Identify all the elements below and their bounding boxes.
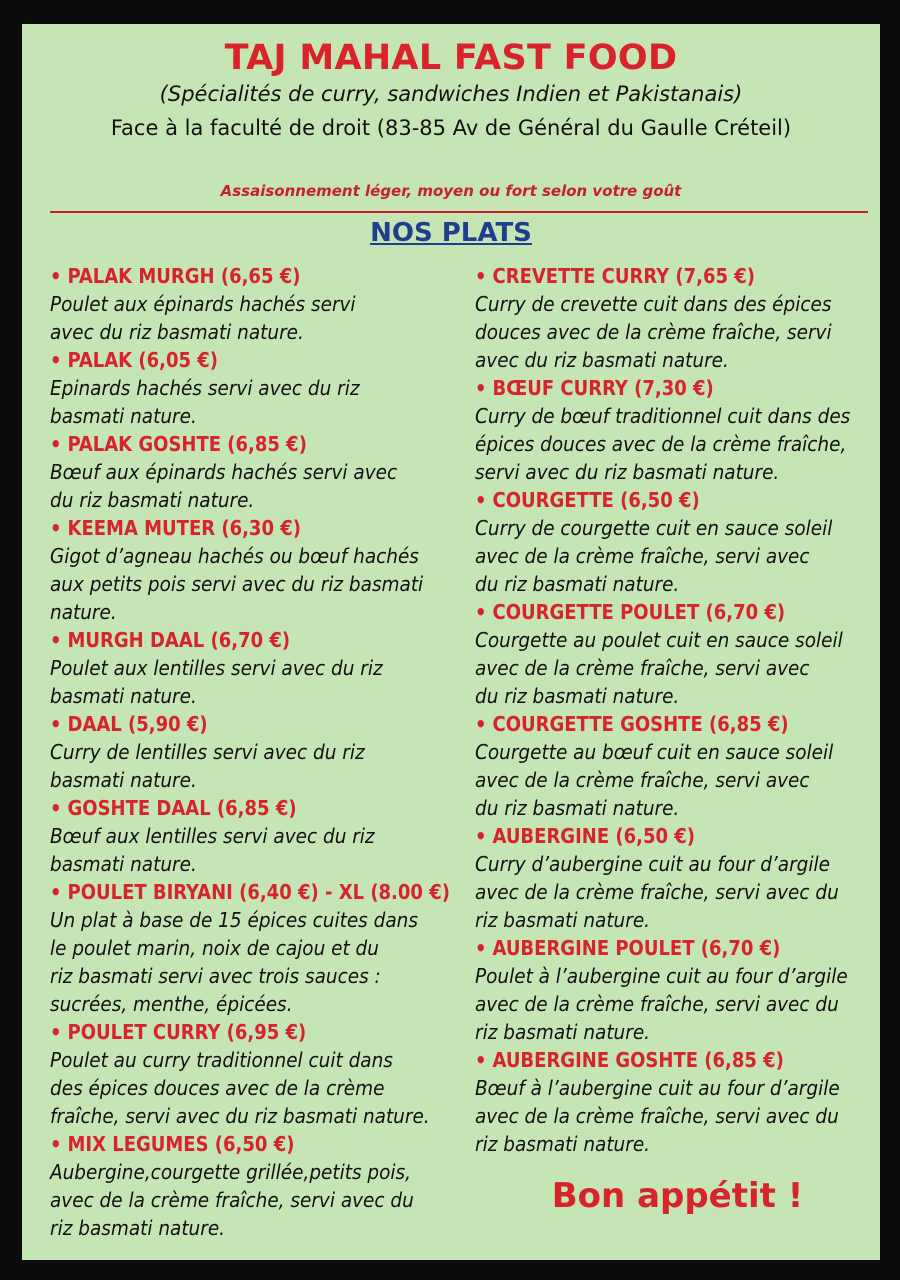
menu-item-title: AUBERGINE POULET (6,70 €) (492, 936, 781, 960)
menu-item (50, 430, 455, 514)
menu-column-right (475, 262, 880, 1158)
menu-item-description (50, 542, 455, 626)
menu-item-name (475, 710, 880, 738)
menu-item-title: PALAK (6,05 €) (67, 348, 219, 372)
description-line: riz basmati nature. (475, 1132, 651, 1156)
description-line: nature. (50, 600, 117, 624)
menu-item-name (475, 1046, 880, 1074)
description-line: Bœuf à l’aubergine cuit au four d’argile (475, 1076, 840, 1100)
header-divider (50, 211, 868, 213)
menu-item-title: PALAK GOSHTE (6,85 €) (67, 432, 307, 456)
menu-item-name (475, 598, 880, 626)
description-line: Curry de lentilles servi avec du riz (50, 740, 365, 764)
description-line: Poulet aux lentilles servi avec du riz (50, 656, 383, 680)
bullet-icon: • (475, 824, 487, 848)
menu-item-name (475, 822, 880, 850)
description-line: Gigot d’agneau hachés ou bœuf hachés (50, 544, 419, 568)
menu-item-description (50, 290, 455, 346)
menu-item (50, 346, 455, 430)
menu-item-description (50, 1158, 455, 1242)
menu-item-title: CREVETTE CURRY (7,65 €) (492, 264, 755, 288)
description-line: servi avec du riz basmati nature. (475, 460, 780, 484)
seasoning-note: Assaisonnement léger, moyen ou fort selon votre goût (220, 182, 682, 200)
menu-item-name (475, 486, 880, 514)
bullet-icon: • (50, 880, 62, 904)
description-line: aux petits pois servi avec du riz basmati (50, 572, 424, 596)
restaurant-address: Face à la faculté de droit (83-85 Av de Général du Gaulle Créteil) (110, 116, 792, 140)
description-line: Bœuf aux lentilles servi avec du riz (50, 824, 375, 848)
menu-item-name (50, 710, 455, 738)
description-line: fraîche, servi avec du riz basmati nature. (50, 1104, 430, 1128)
menu-item-description (50, 654, 455, 710)
bullet-icon: • (50, 432, 62, 456)
description-line: du riz basmati nature. (475, 796, 680, 820)
description-line: du riz basmati nature. (475, 684, 680, 708)
description-line: Courgette au poulet cuit en sauce soleil (475, 628, 843, 652)
menu-item (475, 710, 880, 822)
description-line: Curry d’aubergine cuit au four d’argile (475, 852, 830, 876)
menu-item-description (50, 738, 455, 794)
menu-column-left (50, 262, 455, 1242)
menu-item-description (475, 626, 880, 710)
restaurant-title: TAJ MAHAL FAST FOOD (224, 38, 678, 78)
menu-item (50, 262, 455, 346)
menu-item-name (50, 794, 455, 822)
menu-item (50, 514, 455, 626)
description-line: avec de la crème fraîche, servi avec du (475, 992, 839, 1016)
description-line: Aubergine,courgette grillée,petits pois, (50, 1160, 412, 1184)
description-line: riz basmati nature. (475, 908, 651, 932)
bullet-icon: • (475, 600, 487, 624)
description-line: riz basmati nature. (50, 1216, 226, 1240)
description-line: avec de la crème fraîche, servi avec du (475, 880, 839, 904)
menu-item (50, 626, 455, 710)
menu-item-name (50, 878, 455, 906)
menu-item-description (50, 1046, 455, 1130)
bullet-icon: • (475, 488, 487, 512)
description-line: douces avec de la crème fraîche, servi (475, 320, 832, 344)
menu-item-name (475, 934, 880, 962)
description-line: avec de la crème fraîche, servi avec du (50, 1188, 414, 1212)
description-line: du riz basmati nature. (50, 488, 255, 512)
menu-item-description (475, 850, 880, 934)
menu-item (50, 1130, 455, 1242)
bullet-icon: • (50, 712, 62, 736)
description-line: le poulet marin, noix de cajou et du (50, 936, 379, 960)
menu-item-title: MURGH DAAL (6,70 €) (67, 628, 291, 652)
description-line: riz basmati nature. (475, 1020, 651, 1044)
description-line: avec de la crème fraîche, servi avec (475, 656, 810, 680)
menu-item-name (50, 1130, 455, 1158)
bullet-icon: • (475, 376, 487, 400)
menu-item (475, 822, 880, 934)
menu-item (475, 598, 880, 710)
menu-item (475, 934, 880, 1046)
restaurant-subtitle: (Spécialités de curry, sandwiches Indien et Pakistanais) (159, 82, 743, 106)
menu-item-title: COURGETTE POULET (6,70 €) (492, 600, 786, 624)
bullet-icon: • (475, 936, 487, 960)
description-line: Poulet à l’aubergine cuit au four d’argile (475, 964, 848, 988)
description-line: Courgette au bœuf cuit en sauce soleil (475, 740, 834, 764)
menu-item-title: AUBERGINE (6,50 €) (492, 824, 695, 848)
description-line: Curry de bœuf traditionnel cuit dans des (475, 404, 851, 428)
description-line: Poulet au curry traditionnel cuit dans (50, 1048, 393, 1072)
bullet-icon: • (50, 1132, 62, 1156)
bullet-icon: • (50, 628, 62, 652)
menu-item-description (475, 738, 880, 822)
description-line: Un plat à base de 15 épices cuites dans (50, 908, 418, 932)
menu-item-title: PALAK MURGH (6,65 €) (67, 264, 301, 288)
description-line: des épices douces avec de la crème (50, 1076, 385, 1100)
menu-item-description (50, 458, 455, 514)
menu-item-name (475, 262, 880, 290)
description-line: basmati nature. (50, 768, 197, 792)
closing-message: Bon appétit ! (551, 1176, 804, 1216)
bullet-icon: • (475, 264, 487, 288)
description-line: Curry de courgette cuit en sauce soleil (475, 516, 833, 540)
menu-item-title: BŒUF CURRY (7,30 €) (492, 376, 714, 400)
description-line: basmati nature. (50, 404, 197, 428)
description-line: Epinards hachés servi avec du riz (50, 376, 360, 400)
menu-item (50, 710, 455, 794)
menu-item-name (50, 1018, 455, 1046)
menu-item-title: AUBERGINE GOSHTE (6,85 €) (492, 1048, 784, 1072)
description-line: sucrées, menthe, épicées. (50, 992, 293, 1016)
menu-item-title: COURGETTE (6,50 €) (492, 488, 700, 512)
menu-item-description (475, 514, 880, 598)
menu-item-name (50, 262, 455, 290)
bullet-icon: • (50, 348, 62, 372)
description-line: épices douces avec de la crème fraîche, (475, 432, 847, 456)
menu-item-name (50, 514, 455, 542)
bullet-icon: • (50, 516, 62, 540)
menu-item-description (475, 1074, 880, 1158)
description-line: riz basmati servi avec trois sauces : (50, 964, 381, 988)
menu-item (475, 374, 880, 486)
menu-item-name (50, 430, 455, 458)
menu-page (22, 24, 880, 1260)
bullet-icon: • (50, 264, 62, 288)
description-line: basmati nature. (50, 684, 197, 708)
description-line: avec de la crème fraîche, servi avec (475, 768, 810, 792)
menu-item-title: DAAL (5,90 €) (67, 712, 208, 736)
menu-item-description (475, 962, 880, 1046)
menu-item-title: MIX LEGUMES (6,50 €) (67, 1132, 295, 1156)
description-line: Poulet aux épinards hachés servi (50, 292, 356, 316)
menu-item-title: COURGETTE GOSHTE (6,85 €) (492, 712, 789, 736)
menu-item (475, 262, 880, 374)
section-title: NOS PLATS (370, 218, 532, 248)
menu-item-description (50, 822, 455, 878)
menu-item-description (475, 290, 880, 374)
menu-item (475, 1046, 880, 1158)
description-line: Bœuf aux épinards hachés servi avec (50, 460, 398, 484)
menu-item-title: POULET CURRY (6,95 €) (67, 1020, 307, 1044)
menu-item-name (50, 626, 455, 654)
menu-item-name (50, 346, 455, 374)
description-line: avec de la crème fraîche, servi avec du (475, 1104, 839, 1128)
menu-item-name (475, 374, 880, 402)
menu-item-title: KEEMA MUTER (6,30 €) (67, 516, 301, 540)
description-line: avec du riz basmati nature. (50, 320, 304, 344)
menu-item (50, 794, 455, 878)
menu-item (50, 878, 455, 1018)
bullet-icon: • (50, 1020, 62, 1044)
menu-item-description (50, 374, 455, 430)
description-line: Curry de crevette cuit dans des épices (475, 292, 832, 316)
menu-item (475, 486, 880, 598)
bullet-icon: • (475, 1048, 487, 1072)
menu-item-title: POULET BIRYANI (6,40 €) - XL (8.00 €) (67, 880, 450, 904)
menu-item-description (50, 906, 455, 1018)
description-line: basmati nature. (50, 852, 197, 876)
menu-item-title: GOSHTE DAAL (6,85 €) (67, 796, 297, 820)
description-line: du riz basmati nature. (475, 572, 680, 596)
menu-item-description (475, 402, 880, 486)
bullet-icon: • (50, 796, 62, 820)
description-line: avec du riz basmati nature. (475, 348, 729, 372)
description-line: avec de la crème fraîche, servi avec (475, 544, 810, 568)
menu-item (50, 1018, 455, 1130)
bullet-icon: • (475, 712, 487, 736)
